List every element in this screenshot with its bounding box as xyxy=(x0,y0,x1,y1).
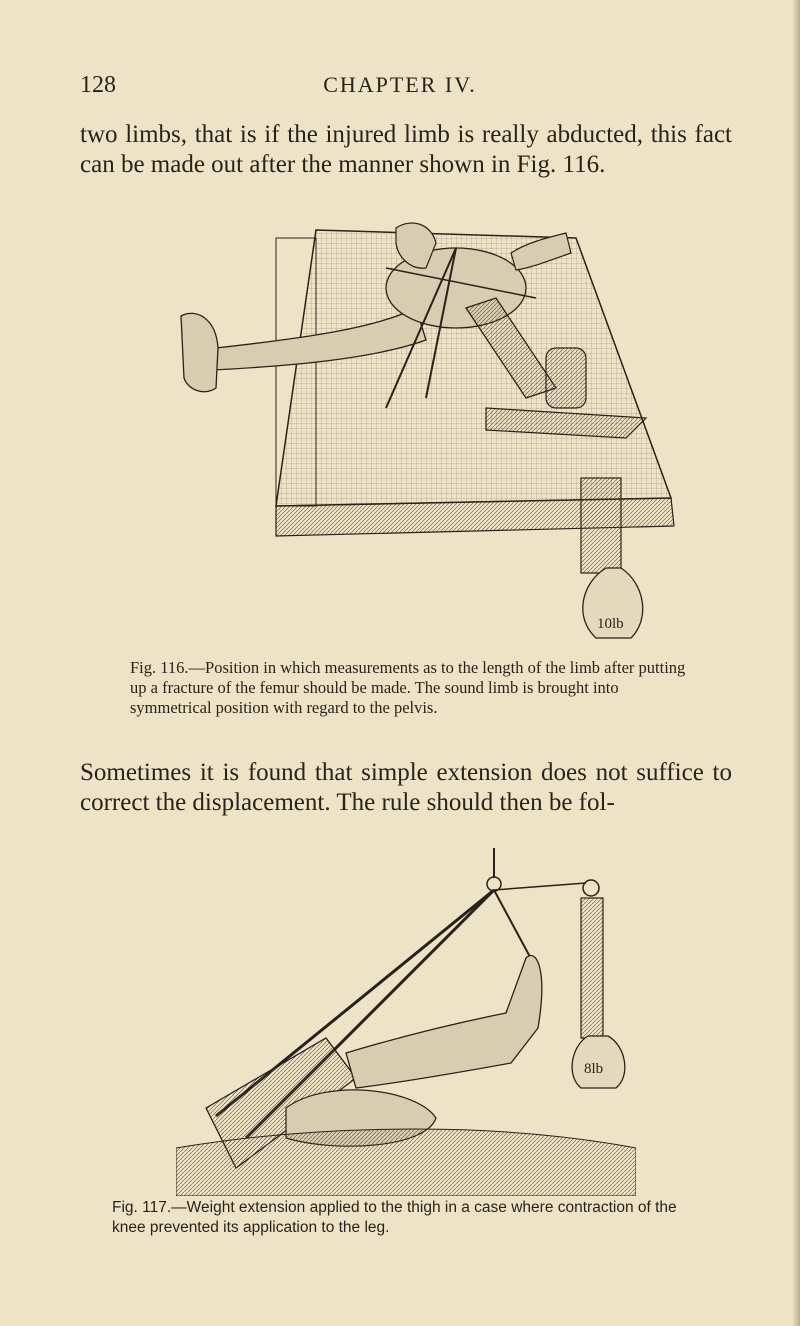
figure-117-caption: Fig. 117.—Weight extension applied to the thigh in a case where contraction of the knee prevented its application to the leg. xyxy=(112,1199,677,1236)
page-edge-shadow xyxy=(792,0,800,1326)
running-head: CHAPTER IV. xyxy=(323,72,477,97)
weight-label-8lb: 8lb xyxy=(584,1061,604,1077)
page-number: 128 xyxy=(80,72,116,98)
figure-116-caption: Fig. 116.—Position in which measurements as to the length of the limb after putting up a fracture of the femur should be made. The sound limb is brought into symmetrical position with regard to the pelvis. xyxy=(130,658,686,717)
paragraph-intro: two limbs, that is if the injured limb is really abducted, this fact can be made out after the manner shown in Fig. 116. xyxy=(80,121,732,178)
fracture-measurement-engraving xyxy=(126,198,686,648)
weight-label-10lb: 10lb xyxy=(597,616,624,632)
weight-extension-engraving xyxy=(176,848,636,1196)
figure-116-illustration xyxy=(126,198,686,648)
figure-117-illustration xyxy=(176,848,636,1196)
page-header xyxy=(80,72,720,108)
paragraph-continuation: Sometimes it is found that simple extension does not suffice to correct the displacement. The rule should then be fol- xyxy=(80,759,732,816)
